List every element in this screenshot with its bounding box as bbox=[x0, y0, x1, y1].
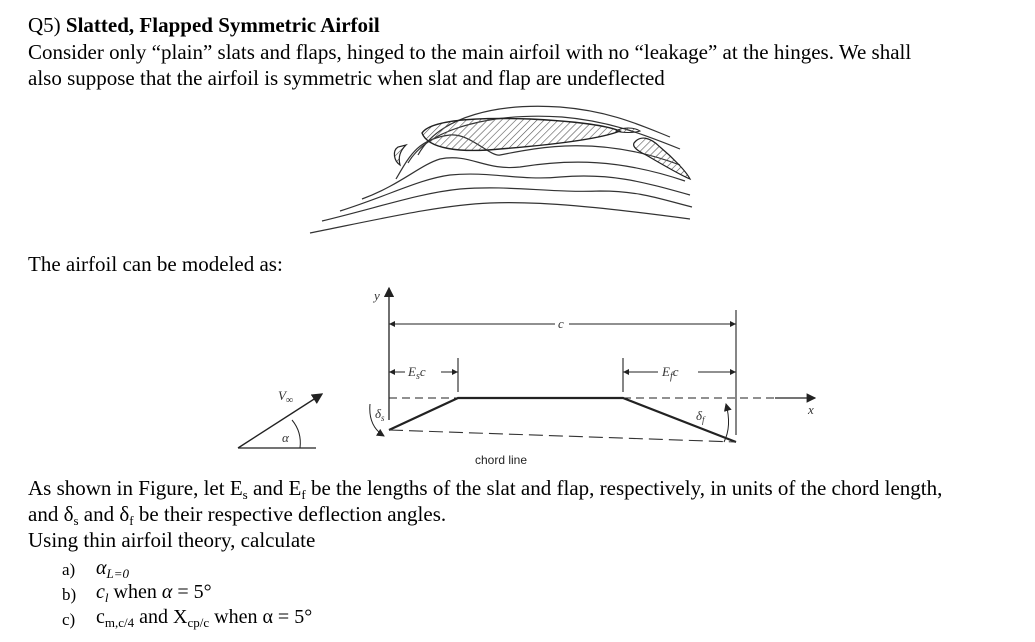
hinge-element bbox=[616, 128, 640, 133]
question-number: Q5) bbox=[28, 13, 61, 37]
velocity-label: $V_\infty$ bbox=[278, 388, 294, 406]
slat-angle-label: $\delta_s$ bbox=[375, 406, 385, 423]
desc-line-1: As shown in Figure, let $E_s$ and $E_f$ be the lengths of the slat and flap, respectively, in units of the chord length, bbox=[28, 476, 943, 502]
flap-length-label: $E_fc$ bbox=[662, 364, 679, 382]
streamline bbox=[310, 203, 690, 233]
question-heading bbox=[28, 12, 380, 38]
chord-line-label: chord line bbox=[475, 453, 528, 467]
intro-line-1: Consider only “plain” slats and flaps, hinged to the main airfoil with no “leakage” at the hinges. We shall bbox=[28, 40, 912, 64]
airfoil-model bbox=[389, 398, 736, 442]
intro-line-2: also suppose that the airfoil is symmetric when slat and flap are undeflected bbox=[28, 66, 665, 90]
x-axis-label: x bbox=[808, 402, 814, 417]
streamline-figure bbox=[300, 95, 700, 245]
alpha-arc bbox=[292, 420, 300, 448]
item-label: c) bbox=[62, 610, 76, 629]
item-label: a) bbox=[62, 560, 76, 579]
y-axis-label: y bbox=[374, 288, 380, 303]
slat-length-label: $E_sc$ bbox=[408, 364, 426, 382]
method-text: Using thin airfoil theory, calculate bbox=[28, 528, 316, 552]
streamline bbox=[362, 158, 685, 199]
slat-shape bbox=[394, 145, 406, 165]
airfoil-model-diagram bbox=[230, 280, 814, 470]
item-label: b) bbox=[62, 585, 77, 604]
flap-shape bbox=[634, 138, 690, 179]
question-title: Slatted, Flapped Symmetric Airfoil bbox=[65, 13, 380, 37]
model-text: The airfoil can be modeled as: bbox=[28, 252, 283, 276]
flap-angle-label: $\delta_f$ bbox=[696, 408, 705, 425]
alpha-label: α bbox=[282, 430, 289, 445]
chord-label: c bbox=[558, 316, 564, 331]
streamline bbox=[340, 174, 690, 211]
flap-angle-arc bbox=[724, 404, 729, 442]
chord-line bbox=[389, 430, 736, 442]
desc-line-2: and $\delta_s$ and $\delta_f$ be their respective deflection angles. bbox=[28, 502, 447, 528]
